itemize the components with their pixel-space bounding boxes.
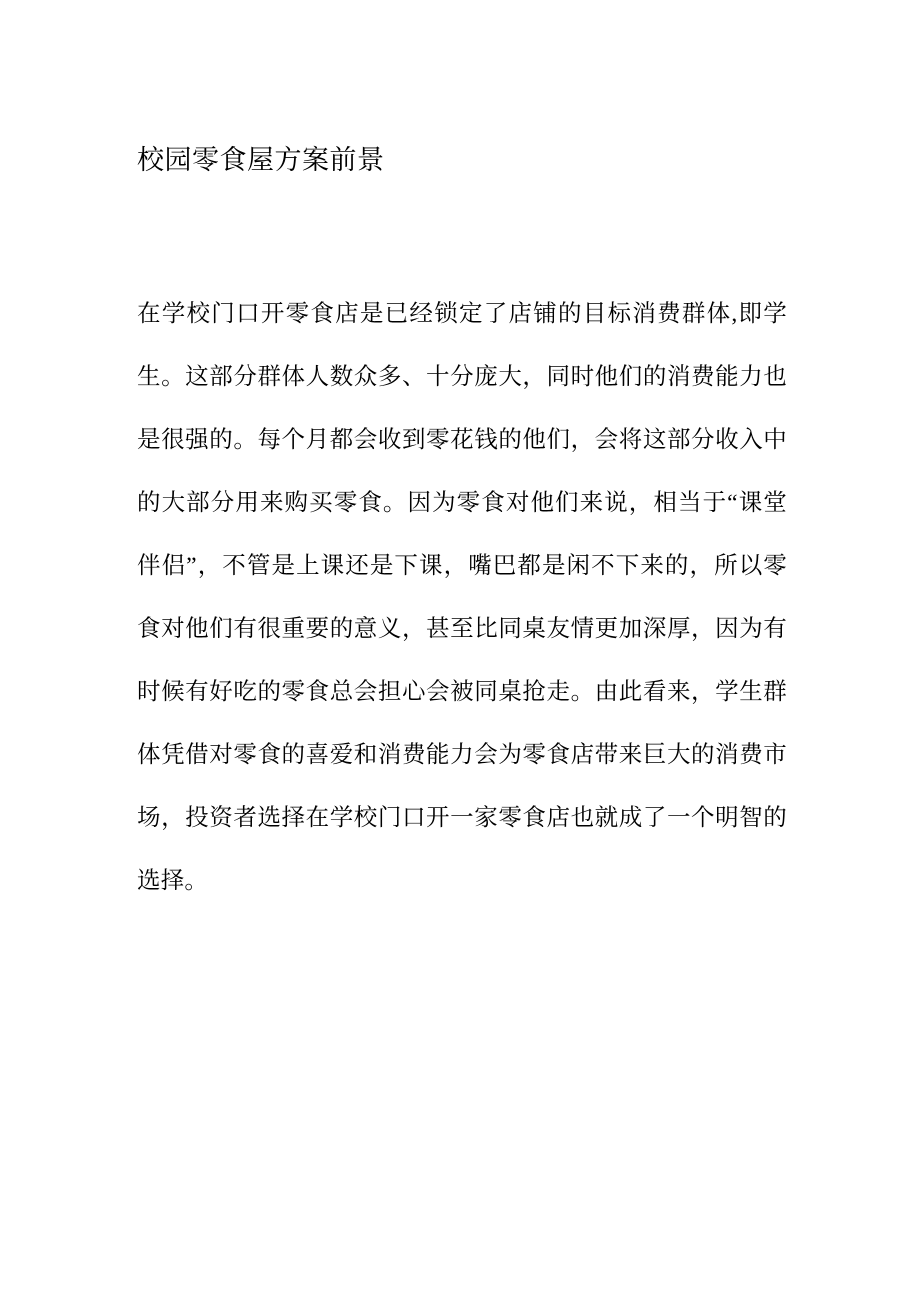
page-title: 校园零食屋方案前景 [137, 145, 385, 176]
body-paragraph: 在学校门口开零食店是已经锁定了店铺的目标消费群体,即学生。这部分群体人数众多、十分庞大，同时他们的消费能力也是很强的。每个月都会收到零花钱的他们，会将这部分收入中的大部分用来购买零食。因为零食对他们来说，相当于“课堂伴侣”，不管是上课还是下课，嘴巴都是闲不下来的，所以零食对他们有很重要的意义，甚至比同桌友情更加深厚，因为有时候有好吃的零食总会担心会被同桌抢走。由此看来，学生群体凭借对零食的喜爱和消费能力会为零食店带来巨大的消费市场，投资者选择在学校门口开一家零食店也就成了一个明智的选择。 [137, 301, 787, 894]
document-body [137, 283, 787, 913]
